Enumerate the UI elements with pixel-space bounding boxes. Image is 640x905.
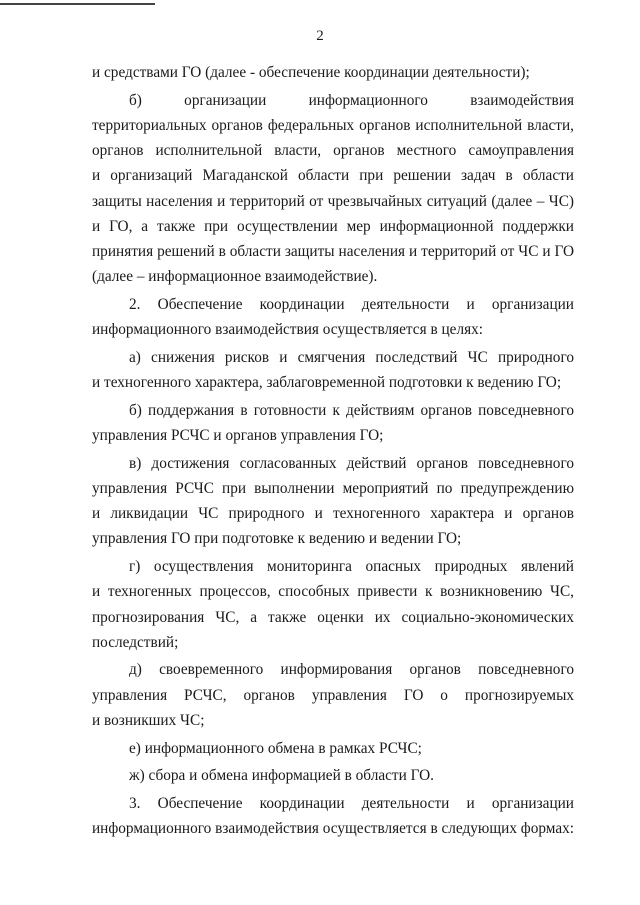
paragraph — [92, 60, 574, 85]
text-line: прогнозирования ЧС, а также оценки их социально-экономических — [92, 608, 574, 626]
document-body — [92, 60, 574, 844]
text-line: управления РСЧС и органов управления ГО; — [92, 427, 384, 444]
text-line: принятия решений в области защиты населения и территорий от ЧС и ГО — [92, 242, 574, 260]
text-line: территориальных органов федеральных органов исполнительной власти, — [92, 116, 574, 134]
text-line: органов исполнительной власти, органов местного самоуправления — [92, 142, 574, 160]
paragraph — [92, 398, 574, 448]
paragraph — [92, 345, 574, 395]
paragraph — [92, 88, 574, 290]
text-line: и организаций Магаданской области при решении задач в области — [92, 167, 574, 185]
paragraph — [92, 292, 574, 342]
text-line: последствий; — [92, 633, 179, 651]
text-line: и техногенных процессов, способных привести к возникновению ЧС, — [92, 583, 574, 601]
text-line: (далее – информационное взаимодействие). — [92, 268, 378, 286]
paragraph — [92, 657, 574, 733]
text-line: е) информационного обмена в рамках РСЧС; — [129, 739, 422, 757]
text-line: в) достижения согласованных действий органов повседневного — [129, 454, 574, 472]
text-line: и ликвидации ЧС природного и техногенного характера и органов — [92, 505, 574, 523]
text-line: 3. Обеспечение координации деятельности и организации — [129, 795, 574, 813]
text-line: информационного взаимодействия осуществляется в целях: — [92, 321, 484, 339]
text-line: управления РСЧС, органов управления ГО о прогнозируемых — [92, 686, 574, 704]
text-line: и ГО, а также при осуществлении мер информационной поддержки — [92, 217, 574, 235]
page-number: 2 — [316, 28, 324, 44]
text-line: и возникших ЧС; — [92, 711, 205, 729]
text-line: управления ГО при подготовке к ведению и ведении ГО; — [92, 530, 462, 548]
text-line: г) осуществления мониторинга опасных природных явлений — [129, 558, 574, 576]
text-line: 2. Обеспечение координации деятельности и организации — [129, 295, 574, 313]
text-line: информационного взаимодействия осуществляется в следующих формах: — [92, 820, 574, 838]
paragraph — [92, 763, 574, 788]
paragraph — [92, 736, 574, 761]
paragraph — [92, 554, 574, 655]
text-line: управления РСЧС при выполнении мероприятий по предупреждению — [92, 479, 574, 497]
text-line: и средствами ГО (далее - обеспечение координации деятельности); — [92, 64, 530, 81]
text-line: б) поддержания в готовности к действиям органов повседневного — [129, 401, 574, 419]
text-line: ж) сбора и обмена информацией в области ГО. — [129, 767, 434, 785]
text-line: а) снижения рисков и смягчения последствий ЧС природного — [129, 348, 574, 366]
text-line: защиты населения и территорий от чрезвычайных ситуаций (далее – ЧС) — [92, 192, 574, 210]
text-line: д) своевременного информирования органов повседневного — [129, 661, 574, 679]
paragraph — [92, 451, 574, 552]
text-line: и техногенного характера, заблаговременной подготовки к ведению ГО; — [92, 374, 562, 392]
page-edge-line — [0, 3, 155, 5]
paragraph — [92, 791, 574, 841]
text-line: б) организации информационного взаимодействия — [129, 91, 574, 109]
